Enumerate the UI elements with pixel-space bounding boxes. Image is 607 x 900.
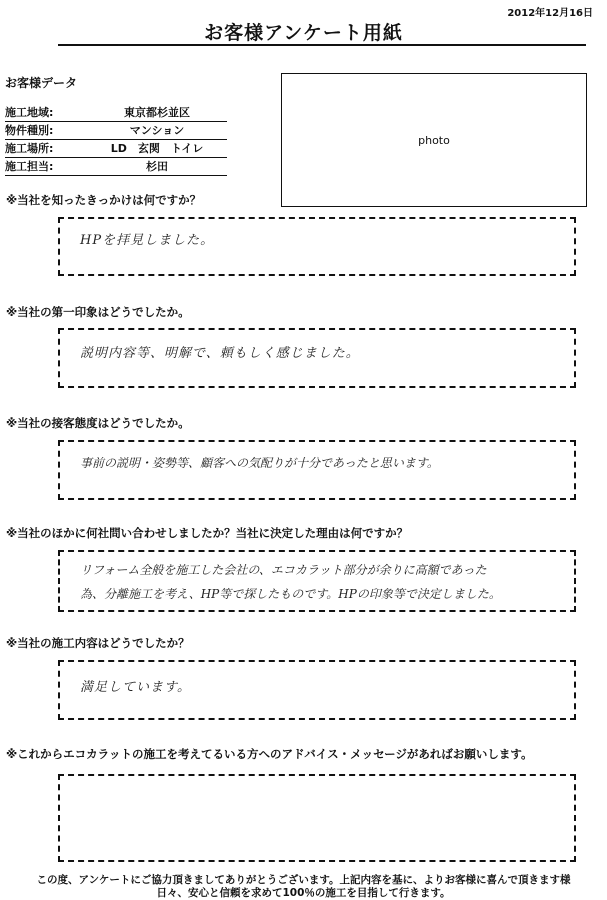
answer-text: 満足しています。 bbox=[80, 680, 191, 695]
answer-text: HPを拝見しました。 bbox=[80, 233, 215, 248]
answer-text: リフォーム全般を施工した会社の、エコカラット部分が余りに高額であった bbox=[80, 563, 487, 577]
footer-line-2: 日々、安心と信頼を求めて100％の施工を目指して行きます。 bbox=[156, 887, 451, 899]
answer-box-3 bbox=[58, 440, 576, 500]
answer-box-6 bbox=[58, 774, 576, 862]
info-row-staff bbox=[5, 158, 227, 176]
answer-box-4 bbox=[58, 550, 576, 612]
info-value: LD 玄関 トイレ bbox=[110, 142, 204, 155]
info-label: 施工担当: bbox=[5, 160, 54, 173]
info-row-property-type bbox=[5, 122, 227, 140]
answer-text: 説明内容等、明解で、頼もしく感じました。 bbox=[80, 346, 360, 361]
survey-date: 2012年12月16日 bbox=[507, 8, 593, 19]
info-row-location bbox=[5, 140, 227, 158]
answer-box-2 bbox=[58, 328, 576, 388]
question-3: ※当社の接客態度はどうでしたか。 bbox=[6, 416, 190, 430]
page-title: お客様アンケート用紙 bbox=[204, 22, 403, 44]
question-4: ※当社のほかに何社問い合わせしましたか？当社に決定した理由は何ですか？ bbox=[6, 526, 409, 540]
question-1: ※当社を知ったきっかけは何ですか？ bbox=[6, 193, 202, 207]
info-value: 杉田 bbox=[146, 160, 168, 173]
customer-data-heading: お客様データ bbox=[5, 76, 78, 90]
info-value: 東京都杉並区 bbox=[124, 106, 190, 119]
answer-box-5 bbox=[58, 660, 576, 720]
info-row-area bbox=[5, 104, 227, 122]
question-5: ※当社の施工内容はどうでしたか？ bbox=[6, 636, 190, 650]
title-underline bbox=[58, 44, 586, 46]
answer-text: 為、分離施工を考え、HP等で探したものです。HPの印象等で決定しました。 bbox=[80, 587, 501, 601]
question-2: ※当社の第一印象はどうでしたか。 bbox=[6, 305, 190, 319]
info-value: マンション bbox=[129, 124, 185, 137]
info-label: 物件種別: bbox=[5, 124, 54, 137]
answer-box-1 bbox=[58, 217, 576, 276]
info-label: 施工地域: bbox=[5, 106, 54, 119]
question-6: ※これからエコカラットの施工を考えてるいる方へのアドバイス・メッセージがあればお願いします。 bbox=[6, 747, 533, 761]
photo-placeholder bbox=[281, 73, 587, 207]
answer-text: 事前の説明・姿勢等、顧客への気配りが十分であったと思います。 bbox=[80, 456, 439, 470]
photo-label: photo bbox=[418, 134, 450, 147]
footer-line-1: この度、アンケートにご協力頂きましてありがとうございます。上記内容を基に、よりお客様に喜んで頂きます様 bbox=[36, 874, 571, 886]
info-label: 施工場所: bbox=[5, 142, 54, 155]
